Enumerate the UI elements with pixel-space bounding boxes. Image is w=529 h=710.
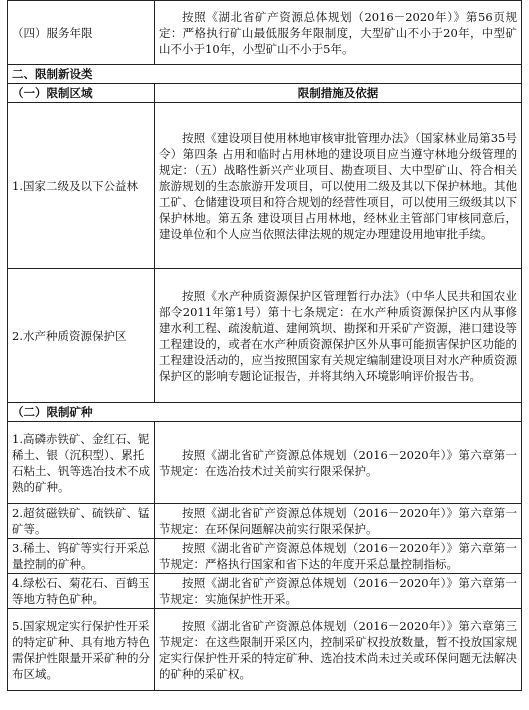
mineral-row-text: 按照《湖北省矿产资源总体规划（2016－2020年）》第六章第一节规定：在选冶技术过关前实行限采保护。 [155, 422, 522, 504]
mineral-row-label: 3.稀土、钨矿等实行开采总量控制的矿种。 [8, 539, 155, 574]
table-row [8, 574, 522, 609]
table-row [8, 609, 522, 691]
table-row [8, 1, 522, 65]
subheader-restricted-minerals: （二）限制矿种 [8, 403, 522, 422]
mineral-row-text: 按照《湖北省矿产资源总体规划（2016－2020年）》第六章第一节规定：在环保问题解决前实行限采保护。 [155, 504, 522, 539]
mineral-row-label: 2.超贫磁铁矿、硫铁矿、锰矿等。 [8, 504, 155, 539]
row-label-service-years: （四）服务年限 [8, 1, 155, 65]
section-title-restrict-new: 二、限制新设类 [8, 65, 522, 84]
subheader-row [8, 403, 522, 422]
mineral-row-text: 按照《湖北省矿产资源总体规划（2016－2020年）》第六章第三节规定：在这些限制开采区内，控制采矿权投放数量，暂不投放国家规定实行保护性开采的特定矿种、选冶技术尚未过关或环保问题无法解决的矿种的采矿权。 [155, 609, 522, 691]
regulation-table [7, 0, 522, 691]
mineral-row-text: 按照《湖北省矿产资源总体规划（2016－2020年）》第六章第一节规定：严格执行国家和省下达的年度开采总量控制指标。 [155, 539, 522, 574]
row-label-aquatic: 2.水产种质资源保护区 [8, 269, 155, 403]
row-text-service-years: 按照《湖北省矿产资源总体规划（2016－2020年）》第56页规定：严格执行矿山最低服务年限制度，大型矿山不小于20年，中型矿山不小于10年，小型矿山不小于5年。 [155, 1, 522, 65]
table-row [8, 504, 522, 539]
section-row [8, 65, 522, 84]
mineral-row-text: 按照《湖北省矿产资源总体规划（2016－2020年）》第六章第一节规定：实施保护性开采。 [155, 574, 522, 609]
mineral-row-label: 4.绿松石、菊花石、百鹤玉等地方特色矿种。 [8, 574, 155, 609]
row-text-forest: 按照《建设项目使用林地审核审批管理办法》（国家林业局第35号令）第四条 占用和临时占用林地的建设项目应当遵守林地分级管理的规定：（五）战略性新兴产业项目、勘查项目、大中型矿山、符合相关旅游规划的生态旅游开发项目，可以使用二级及其以下保护林地。其他工矿、仓储建设项目和符合规划的经营性项目，可以使用三级级其以下保护林地。第五条 建设项目占用林地，经林业主管部门审核同意后，建设单位和个人应当依照法律法规的规定办理建设用地审批手续。 [155, 103, 522, 269]
subheader-row [8, 84, 522, 103]
subheader-measures: 限制措施及依据 [155, 84, 522, 103]
table-row [8, 103, 522, 269]
row-label-forest: 1.国家二级及以下公益林 [8, 103, 155, 269]
subheader-restricted-area: （一）限制区域 [8, 84, 155, 103]
row-text-aquatic: 按照《水产种质资源保护区管理暂行办法》（中华人民共和国农业部令2011年第1号）第十七条规定：在水产种质资源保护区内从事修建水利工程、疏浚航道、建闸筑坝、勘探和开采矿产资源，港口建设等工程建设的，或者在水产种质资源保护区外从事可能损害保护区功能的工程建设活动的，应当按照国家有关规定编制建设项目对水产种质资源保护区的影响专题论证报告，并将其纳入环境影响评价报告书。 [155, 269, 522, 403]
table-row [8, 422, 522, 504]
table-row [8, 269, 522, 403]
table-row [8, 539, 522, 574]
mineral-row-label: 1.高磷赤铁矿、金红石、铌稀土、银（沉积型）、累托石粘土、钒等选冶技术不成熟的矿种。 [8, 422, 155, 504]
mineral-row-label: 5.国家规定实行保护性开采的特定矿种、具有地方特色需保护性限量开采矿种的分布区域。 [8, 609, 155, 691]
